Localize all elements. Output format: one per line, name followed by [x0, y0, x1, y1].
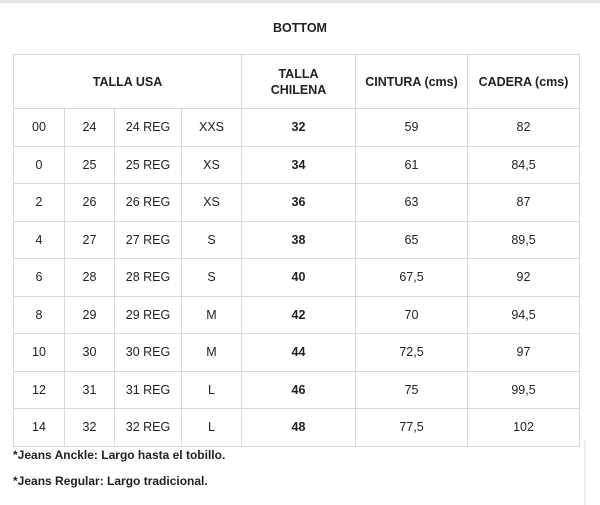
cell-talla-chilena: 40 — [242, 259, 356, 297]
cell-us-size: 2 — [14, 184, 65, 222]
table-row — [14, 371, 580, 409]
table-row — [14, 334, 580, 372]
cell-waist-size: 29 — [65, 296, 115, 334]
cell-reg-size: 27 REG — [115, 221, 182, 259]
note-jeans-regular: *Jeans Regular: Largo tradicional. — [13, 474, 208, 488]
cell-waist-size: 25 — [65, 146, 115, 184]
header-talla-usa: TALLA USA — [14, 55, 242, 109]
table-row — [14, 296, 580, 334]
cell-letter-size: S — [182, 259, 242, 297]
cell-reg-size: 26 REG — [115, 184, 182, 222]
header-row — [14, 55, 580, 109]
cell-cadera: 97 — [468, 334, 580, 372]
cell-cadera: 94,5 — [468, 296, 580, 334]
cell-talla-chilena: 42 — [242, 296, 356, 334]
cell-cadera: 89,5 — [468, 221, 580, 259]
cell-talla-chilena: 48 — [242, 409, 356, 447]
cell-letter-size: XS — [182, 146, 242, 184]
cell-us-size: 10 — [14, 334, 65, 372]
cell-letter-size: S — [182, 221, 242, 259]
cell-letter-size: XS — [182, 184, 242, 222]
cell-us-size: 8 — [14, 296, 65, 334]
cell-talla-chilena: 32 — [242, 109, 356, 147]
cell-talla-chilena: 34 — [242, 146, 356, 184]
cell-cintura: 75 — [356, 371, 468, 409]
cell-us-size: 6 — [14, 259, 65, 297]
cell-letter-size: M — [182, 334, 242, 372]
cell-cintura: 59 — [356, 109, 468, 147]
cell-waist-size: 27 — [65, 221, 115, 259]
cell-cintura: 72,5 — [356, 334, 468, 372]
cell-talla-chilena: 46 — [242, 371, 356, 409]
top-divider — [0, 0, 600, 3]
note-jeans-anckle: *Jeans Anckle: Largo hasta el tobillo. — [13, 448, 226, 462]
table-row — [14, 259, 580, 297]
header-cintura: CINTURA (cms) — [356, 55, 468, 109]
cell-reg-size: 25 REG — [115, 146, 182, 184]
cell-cadera: 82 — [468, 109, 580, 147]
cell-waist-size: 31 — [65, 371, 115, 409]
cell-waist-size: 30 — [65, 334, 115, 372]
table-row — [14, 409, 580, 447]
header-talla-chilena-line2: CHILENA — [270, 82, 327, 97]
cell-waist-size: 26 — [65, 184, 115, 222]
cell-cintura: 65 — [356, 221, 468, 259]
cell-waist-size: 28 — [65, 259, 115, 297]
cell-cintura: 67,5 — [356, 259, 468, 297]
cell-us-size: 0 — [14, 146, 65, 184]
page-title: BOTTOM — [273, 21, 327, 35]
cell-cintura: 61 — [356, 146, 468, 184]
cell-cadera: 102 — [468, 409, 580, 447]
header-talla-chilena — [242, 55, 356, 109]
table-row — [14, 146, 580, 184]
cell-cadera: 87 — [468, 184, 580, 222]
cell-cadera: 92 — [468, 259, 580, 297]
size-chart-table — [13, 54, 580, 447]
table-row — [14, 109, 580, 147]
cell-cintura: 70 — [356, 296, 468, 334]
cell-waist-size: 24 — [65, 109, 115, 147]
cell-reg-size: 24 REG — [115, 109, 182, 147]
cell-cintura: 63 — [356, 184, 468, 222]
cell-letter-size: M — [182, 296, 242, 334]
header-cadera: CADERA (cms) — [468, 55, 580, 109]
right-edge-divider — [584, 440, 586, 505]
cell-letter-size: L — [182, 371, 242, 409]
header-talla-chilena-line1: TALLA — [278, 66, 319, 81]
table-row — [14, 184, 580, 222]
cell-letter-size: L — [182, 409, 242, 447]
cell-cadera: 84,5 — [468, 146, 580, 184]
cell-us-size: 14 — [14, 409, 65, 447]
table-row — [14, 221, 580, 259]
cell-talla-chilena: 44 — [242, 334, 356, 372]
cell-us-size: 00 — [14, 109, 65, 147]
cell-cintura: 77,5 — [356, 409, 468, 447]
cell-reg-size: 28 REG — [115, 259, 182, 297]
cell-talla-chilena: 36 — [242, 184, 356, 222]
cell-talla-chilena: 38 — [242, 221, 356, 259]
cell-waist-size: 32 — [65, 409, 115, 447]
cell-reg-size: 32 REG — [115, 409, 182, 447]
cell-reg-size: 31 REG — [115, 371, 182, 409]
cell-us-size: 12 — [14, 371, 65, 409]
cell-us-size: 4 — [14, 221, 65, 259]
cell-reg-size: 30 REG — [115, 334, 182, 372]
cell-reg-size: 29 REG — [115, 296, 182, 334]
cell-letter-size: XXS — [182, 109, 242, 147]
cell-cadera: 99,5 — [468, 371, 580, 409]
